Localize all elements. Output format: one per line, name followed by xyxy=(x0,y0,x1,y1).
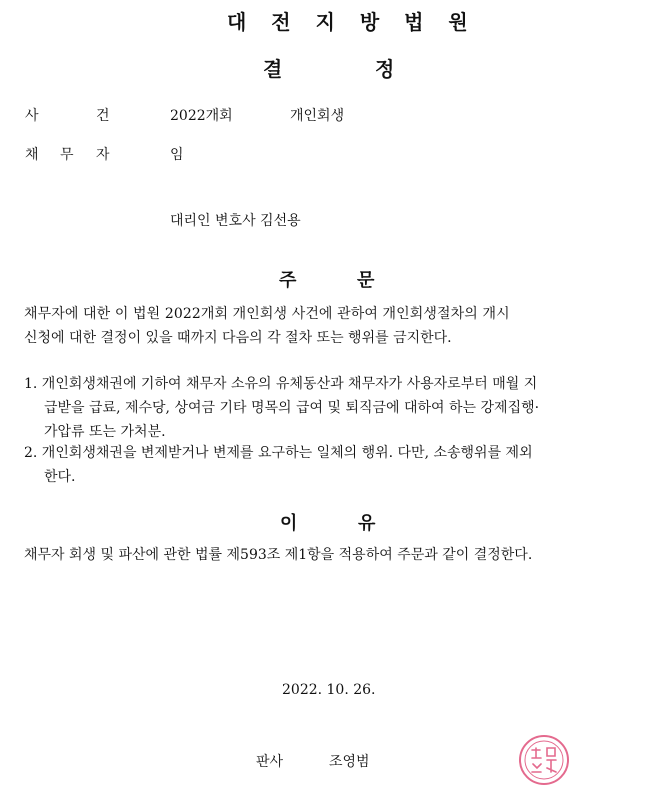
decision-date: 2022. 10. 26. xyxy=(282,682,376,698)
item-1-line3: 가압류 또는 가처분. xyxy=(44,424,166,440)
reason-body: 채무자 회생 및 파산에 관한 법률 제593조 제1항을 적용하여 주문과 같이 결정한다. xyxy=(24,547,533,563)
debtor-label-b: 무 xyxy=(60,147,74,163)
reason-heading-left: 이 xyxy=(280,513,298,534)
judge-name: 조영범 xyxy=(329,754,370,770)
case-label-b: 건 xyxy=(96,108,110,124)
case-number: 2022개회 xyxy=(170,108,233,124)
reason-heading-right: 유 xyxy=(358,513,376,534)
agent: 대리인 변호사 김선용 xyxy=(170,213,301,229)
order-body-line2: 신청에 대한 결정이 있을 때까지 다음의 각 절차 또는 행위를 금지한다. xyxy=(24,330,452,346)
order-heading-left: 주 xyxy=(279,270,297,291)
judge-title: 판사 xyxy=(256,754,284,770)
court-name: 대 전 지 방 법 원 xyxy=(227,10,477,34)
order-heading-right: 문 xyxy=(357,270,375,291)
case-label-a: 사 xyxy=(25,108,39,124)
case-kind: 개인회생 xyxy=(290,108,345,124)
order-body-line1: 채무자에 대한 이 법원 2022개회 개인회생 사건에 관하여 개인회생절차의 개시 xyxy=(24,306,510,322)
court-seal-icon xyxy=(518,734,570,786)
item-2-line2: 한다. xyxy=(44,469,76,485)
doc-type-left: 결 xyxy=(263,57,283,81)
debtor-name: 임 xyxy=(170,147,184,163)
debtor-label-a: 채 xyxy=(25,147,39,163)
item-1-line2: 급받을 급료, 제수당, 상여금 기타 명목의 급여 및 퇴직금에 대하여 하는 강제집행· xyxy=(44,400,540,416)
debtor-label-c: 자 xyxy=(96,147,110,163)
doc-type-right: 정 xyxy=(375,57,395,81)
item-1-line1: 1. 개인회생채권에 기하여 채무자 소유의 유체동산과 채무자가 사용자로부터 매월 지 xyxy=(24,376,538,392)
item-2-line1: 2. 개인회생채권을 변제받거나 변제를 요구하는 일체의 행위. 다만, 소송행위를 제외 xyxy=(24,445,533,461)
